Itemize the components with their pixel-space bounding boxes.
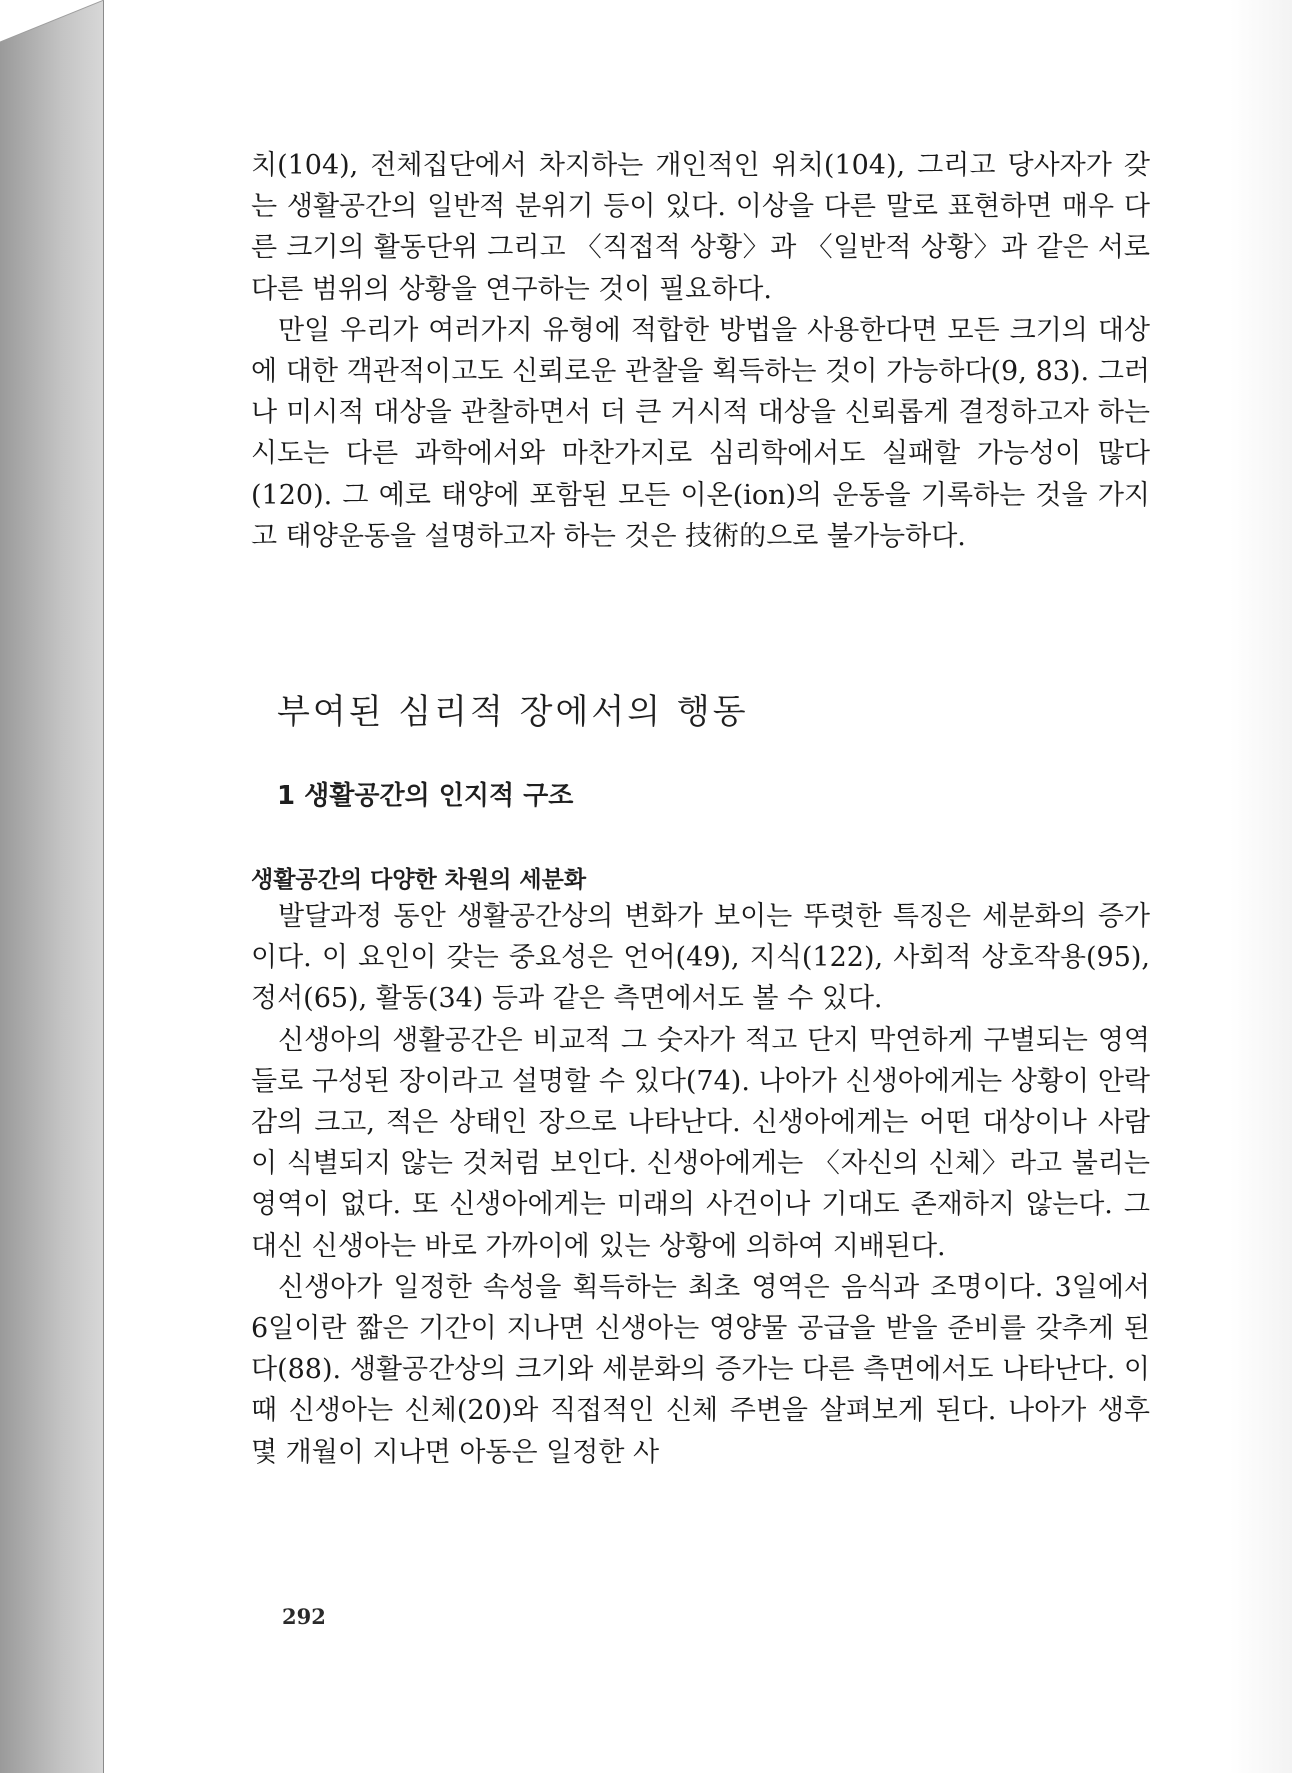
book-spine xyxy=(0,0,104,1773)
paragraph: 만일 우리가 여러가지 유형에 적합한 방법을 사용한다면 모든 크기의 대상에 대한 객관적이고도 신뢰로운 관찰을 획득하는 것이 가능하다(9, 83). 그러나 미시적 대상을 관찰하면서 더 큰 거시적 대상을 신뢰롭게 결정하고자 하는 시도는 다른 과학에서와 마찬가지로 심리학에서도 실패할 가능성이 많다(120). 그 예로 태양에 포함된 모든 이온(ion)의 운동을 기록하는 것을 가지고 태양운동을 설명하고자 하는 것은 技術的으로 불가능하다. xyxy=(251,314,1150,552)
section-title: 부여된 심리적 장에서의 행동 xyxy=(277,692,749,732)
page-number: 292 xyxy=(282,1604,326,1629)
body-text-bottom xyxy=(251,896,1150,1473)
paragraph: 치(104), 전체집단에서 차지하는 개인적인 위치(104), 그리고 당사자가 갖는 생활공간의 일반적 분위기 등이 있다. 이상을 다른 말로 표현하면 매우 다른 크기의 활동단위 그리고 〈직접적 상황〉과 〈일반적 상황〉과 같은 서로 다른 범위의 상황을 연구하는 것이 필요하다. xyxy=(251,150,1150,305)
paragraph: 발달과정 동안 생활공간상의 변화가 보이는 뚜렷한 특징은 세분화의 증가이다. 이 요인이 갖는 중요성은 언어(49), 지식(122), 사회적 상호작용(95), 정서(65), 활동(34) 등과 같은 측면에서도 볼 수 있다. xyxy=(251,901,1150,1015)
subsection-title: 1 생활공간의 인지적 구조 xyxy=(277,781,574,811)
body-text-top xyxy=(251,145,1150,557)
paragraph: 신생아의 생활공간은 비교적 그 숫자가 적고 단지 막연하게 구별되는 영역들로 구성된 장이라고 설명할 수 있다(74). 나아가 신생아에게는 상황이 안락감의 크고, 적은 상태인 장으로 나타난다. 신생아에게는 어떤 대상이나 사람이 식별되지 않는 것처럼 보인다. 신생아에게는 〈자신의 신체〉라고 불리는 영역이 없다. 또 신생아에게는 미래의 사건이나 기대도 존재하지 않는다. 그대신 신생아는 바로 가까이에 있는 상황에 의하여 지배된다. xyxy=(251,1024,1150,1262)
page-edge-shade xyxy=(1230,0,1292,1773)
subsubsection-title: 생활공간의 다양한 차원의 세분화 xyxy=(251,867,587,893)
paragraph: 신생아가 일정한 속성을 획득하는 최초 영역은 음식과 조명이다. 3일에서 6일이란 짧은 기간이 지나면 신생아는 영양물 공급을 받을 준비를 갖추게 된다(88). 생활공간상의 크기와 세분화의 증가는 다른 측면에서도 나타난다. 이때 신생아는 신체(20)와 직접적인 신체 주변을 살펴보게 된다. 나아가 생후 몇 개월이 지나면 아동은 일정한 사 xyxy=(251,1271,1150,1468)
